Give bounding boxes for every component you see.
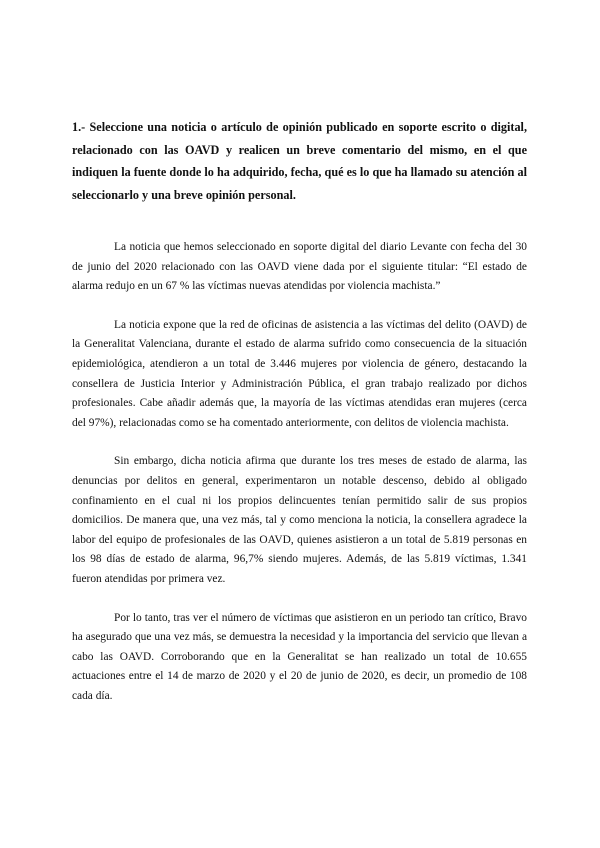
paragraph-context: Sin embargo, dicha noticia afirma que durante los tres meses de estado de alarma, las denuncias por delitos en general, experimentaron un notable descenso, debido al obligado confinamiento en el cual ni los propios delincuentes tenían permitido salir de sus propios domicilios. De manera que, una vez más, tal y como menciona la noticia, la consellera agradece la labor del equipo de profesionales de las OAVD, quienes asistieron a un total de 5.819 personas en los 98 días de estado de alarma, 96,7% siendo mujeres. Además, de las 5.819 víctimas, 1.341 fueron atendidas por primera vez.: [72, 455, 527, 585]
paragraph-intro: La noticia que hemos seleccionado en soporte digital del diario Levante con fecha del 30 de junio del 2020 relacionado con las OAVD viene dada por el siguiente titular: “El estado de alarma redujo en un 67 % las víctimas nuevas atendidas por violencia machista.”: [72, 241, 527, 293]
question-heading: 1.- Seleccione una noticia o artículo de opinión publicado en soporte escrito o digital, relacionado con las OAVD y realicen un breve comentario del mismo, en el que indiquen la fuente donde lo ha adquirido, fecha, qué es lo que ha llamado su atención al seleccionarlo y una breve opinión personal.: [72, 120, 527, 202]
paragraph-summary: La noticia expone que la red de oficinas de asistencia a las víctimas del delito (OAVD) de la Generalitat Valenciana, durante el estado de alarma sufrido como consecuencia de la situación epidemiológica, atendieron a un total de 3.446 mujeres por violencia de género, destacando la consellera de Justicia Interior y Administración Pública, el gran trabajo realizado por dichos profesionales. Cabe añadir además que, la mayoría de las víctimas atendidas eran mujeres (cerca del 97%), relacionadas como se ha comentado anteriormente, con delitos de violencia machista.: [72, 318, 527, 429]
document-body: [72, 116, 527, 725]
paragraph-conclusion: Por lo tanto, tras ver el número de víctimas que asistieron en un periodo tan crítico, Bravo ha asegurado que una vez más, se demuestra la necesidad y la importancia del servicio que llevan a cabo las OAVD. Corroborando que en la Generalitat se han realizado un total de 10.655 actuaciones entre el 14 de marzo de 2020 y el 20 de junio de 2020, es decir, un promedio de 108 cada día.: [72, 611, 527, 702]
